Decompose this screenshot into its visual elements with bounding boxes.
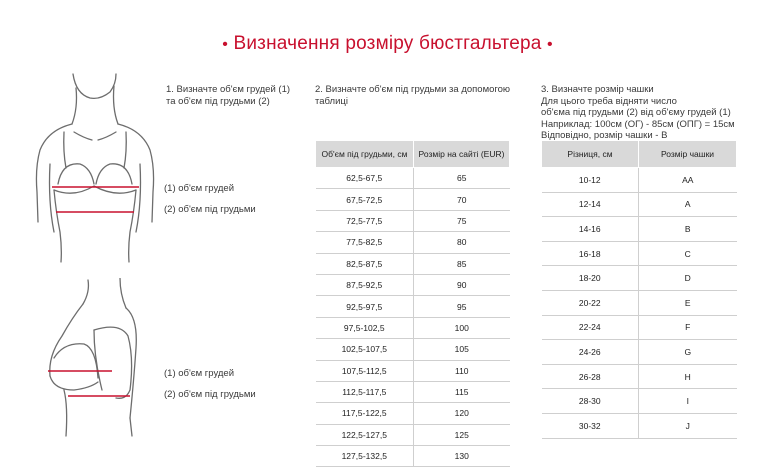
column-header-eu-size: Розмір на сайті (EUR): [414, 141, 510, 168]
table-cell-size: C: [639, 241, 737, 266]
table-cell-size: 85: [414, 253, 510, 274]
title-text: Визначення розміру бюстгальтера: [233, 33, 542, 54]
table-row: [542, 192, 737, 217]
table-row: [316, 189, 510, 210]
table-cell-size: F: [639, 315, 737, 340]
table-cell-size: 120: [414, 403, 510, 424]
table-cell-range: 22-24: [542, 315, 639, 340]
table-cell-range: 12-14: [542, 192, 639, 217]
table-cell-range: 16-18: [542, 241, 639, 266]
title-bullet-left: •: [222, 36, 228, 53]
table-cell-size: 115: [414, 381, 510, 402]
step3-line: Для цього треба відняти число: [541, 95, 677, 107]
page-title: [0, 33, 775, 55]
table-cell-size: 80: [414, 232, 510, 253]
table-row: [316, 360, 510, 381]
step2-line: 2. Визначте об'єм під грудьми за допомогою: [315, 84, 511, 95]
table-row: [316, 168, 510, 189]
table-cell-size: G: [639, 340, 737, 365]
step3-instructions: [541, 84, 735, 142]
table-row: [542, 340, 737, 365]
table-row: [542, 413, 737, 438]
table-cell-range: 97,5-102,5: [316, 317, 414, 338]
table-cell-range: 26-28: [542, 364, 639, 389]
table-cell-range: 127,5-132,5: [316, 446, 414, 467]
table-cell-size: AA: [639, 168, 737, 193]
table-row: [542, 217, 737, 242]
table-cell-range: 20-22: [542, 290, 639, 315]
table-row: [316, 424, 510, 445]
table-cell-size: E: [639, 290, 737, 315]
table-cell-range: 82,5-87,5: [316, 253, 414, 274]
cup-size-table: [541, 140, 737, 439]
table-cell-range: 18-20: [542, 266, 639, 291]
table-row: [316, 446, 510, 467]
table-header-row: [316, 141, 510, 168]
step1-line: 1. Визначте об'єм грудей (1): [166, 84, 291, 95]
table-cell-size: I: [639, 389, 737, 414]
table-cell-size: 95: [414, 296, 510, 317]
table-row: [542, 389, 737, 414]
table-cell-size: B: [639, 217, 737, 242]
table-cell-size: 70: [414, 189, 510, 210]
table-cell-size: 130: [414, 446, 510, 467]
table-cell-size: 75: [414, 210, 510, 231]
table-cell-range: 28-30: [542, 389, 639, 414]
table-cell-range: 122,5-127,5: [316, 424, 414, 445]
table-row: [542, 315, 737, 340]
table-cell-range: 72,5-77,5: [316, 210, 414, 231]
table-row: [542, 168, 737, 193]
column-header-cup-size: Розмір чашки: [639, 141, 737, 168]
title-bullet-right: •: [546, 36, 553, 53]
step2-line: таблиці: [315, 95, 348, 107]
table-row: [316, 253, 510, 274]
table-row: [316, 317, 510, 338]
table-row: [316, 232, 510, 253]
step1-instructions: [166, 84, 290, 107]
front-figure-illustration: [28, 72, 163, 267]
table-cell-size: 110: [414, 360, 510, 381]
table-row: [542, 241, 737, 266]
column-header-underbust: Об'єм під грудьми, см: [316, 141, 414, 168]
side-underbust-label: (2) об'єм під грудьми: [164, 389, 256, 400]
step2-instructions: [315, 84, 510, 107]
table-cell-range: 117,5-122,5: [316, 403, 414, 424]
table-cell-size: 100: [414, 317, 510, 338]
table-cell-range: 10-12: [542, 168, 639, 193]
front-underbust-label: (2) об'єм під грудьми: [164, 204, 256, 215]
table-row: [542, 290, 737, 315]
table-cell-range: 67,5-72,5: [316, 189, 414, 210]
table-cell-range: 87,5-92,5: [316, 274, 414, 295]
table-cell-range: 30-32: [542, 413, 639, 438]
table-cell-range: 77,5-82,5: [316, 232, 414, 253]
table-cell-range: 14-16: [542, 217, 639, 242]
table-cell-range: 112,5-117,5: [316, 381, 414, 402]
step3-line: Відповідно, розмір чашки - В: [541, 130, 668, 141]
underbust-size-table: [315, 140, 510, 467]
table-cell-size: H: [639, 364, 737, 389]
step1-line: та об'єм під грудьми (2): [166, 95, 270, 107]
table-row: [316, 403, 510, 424]
table-cell-range: 102,5-107,5: [316, 339, 414, 360]
table-row: [316, 381, 510, 402]
table-cell-range: 62,5-67,5: [316, 168, 414, 189]
column-header-difference: Різниця, см: [542, 141, 639, 168]
side-figure-illustration: [28, 278, 158, 438]
table-cell-size: 105: [414, 339, 510, 360]
table-cell-range: 107,5-112,5: [316, 360, 414, 381]
table-row: [542, 266, 737, 291]
step3-line: 3. Визначте розмір чашки: [541, 84, 654, 95]
step3-line: об'єма під грудьми (2) від об'єму грудей (1): [541, 107, 731, 118]
table-row: [316, 274, 510, 295]
side-bust-label: (1) об'єм грудей: [164, 368, 235, 379]
step3-line: Наприклад: 100см (ОГ) - 85см (ОПГ) = 15см: [541, 118, 735, 130]
table-cell-range: 92,5-97,5: [316, 296, 414, 317]
table-cell-size: 65: [414, 168, 510, 189]
table-row: [542, 364, 737, 389]
table-cell-size: 90: [414, 274, 510, 295]
table-cell-size: A: [639, 192, 737, 217]
table-row: [316, 339, 510, 360]
table-cell-size: J: [639, 413, 737, 438]
table-cell-range: 24-26: [542, 340, 639, 365]
table-cell-size: 125: [414, 424, 510, 445]
front-bust-label: (1) об'єм грудей: [164, 183, 235, 194]
table-cell-size: D: [639, 266, 737, 291]
table-header-row: [542, 141, 737, 168]
table-row: [316, 210, 510, 231]
table-row: [316, 296, 510, 317]
